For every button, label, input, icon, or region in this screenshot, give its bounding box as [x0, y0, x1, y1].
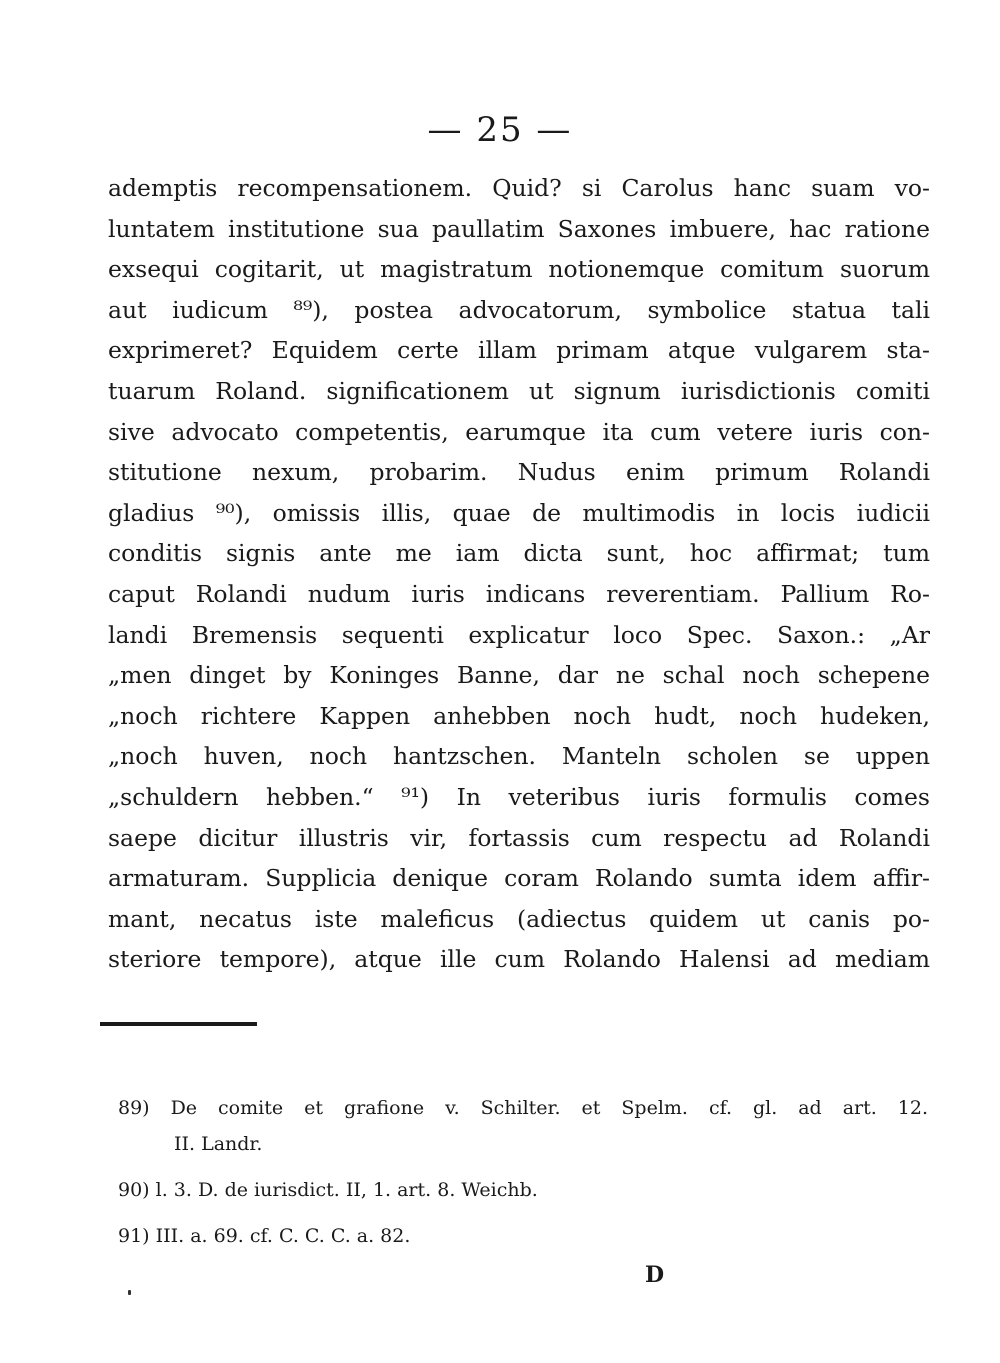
body-text: [108, 168, 930, 980]
text-line: „noch huven, noch hantzschen. Manteln scholen se uppen: [108, 742, 930, 771]
signature-mark: D: [645, 1262, 665, 1288]
text-line: „men dinget by Koninges Banne, dar ne schal noch schepene: [108, 661, 930, 690]
footnote-89: 89) De comite et grafione v. Schilter. et Spelm. cf. gl. ad art. 12.: [118, 1097, 928, 1119]
text-line: „schuldern hebben.“ ⁹¹) In veteribus iuris formulis comes: [108, 782, 930, 811]
text-line: stitutione nexum, probarim. Nudus enim primum Rolandi: [108, 458, 930, 487]
text-line: gladius ⁹⁰), omissis illis, quae de multimodis in locis iudicii: [108, 498, 930, 527]
text-line: tuarum Roland. significationem ut signum iurisdictionis comiti: [108, 376, 930, 405]
footnotes: [118, 1090, 928, 1254]
text-line: mant, necatus iste maleficus (adiectus quidem ut canis po-: [108, 904, 930, 933]
text-line: caput Rolandi nudum iuris indicans reverentiam. Pallium Ro-: [108, 579, 930, 608]
text-line: armaturam. Supplicia denique coram Rolando sumta idem affir-: [108, 864, 930, 893]
text-line: exsequi cogitarit, ut magistratum notionemque comitum suorum: [108, 255, 930, 284]
footnote-91: 91) III. a. 69. cf. C. C. C. a. 82.: [118, 1225, 411, 1247]
text-line: aut iudicum ⁸⁹), postea advocatorum, symbolice statua tali: [108, 295, 930, 324]
text-line: exprimeret? Equidem certe illam primam atque vulgarem sta-: [108, 336, 930, 365]
text-line: sive advocato competentis, earumque ita cum vetere iuris con-: [108, 417, 930, 446]
text-line: landi Bremensis sequenti explicatur loco Spec. Saxon.: „Ar: [108, 620, 930, 649]
ink-speck: [128, 1290, 131, 1295]
text-line: steriore tempore), atque ille cum Rolando Halensi ad mediam: [108, 945, 930, 974]
text-line: saepe dicitur illustris vir, fortassis cum respectu ad Rolandi: [108, 823, 930, 852]
footnote-90: 90) l. 3. D. de iurisdict. II, 1. art. 8. Weichb.: [118, 1179, 538, 1201]
text-line: ademptis recompensationem. Quid? si Carolus hanc suam vo-: [108, 174, 930, 202]
text-line: luntatem institutione sua paullatim Saxones imbuere, hac ratione: [108, 214, 930, 243]
page-number: — 25 —: [427, 110, 573, 150]
text-line: conditis signis ante me iam dicta sunt, hoc affirmat; tum: [108, 539, 930, 568]
footnote-89-continuation: II. Landr.: [174, 1133, 263, 1155]
text-line: „noch richtere Kappen anhebben noch hudt, noch hudeken,: [108, 701, 930, 730]
footnote-separator-rule: [100, 1022, 257, 1026]
